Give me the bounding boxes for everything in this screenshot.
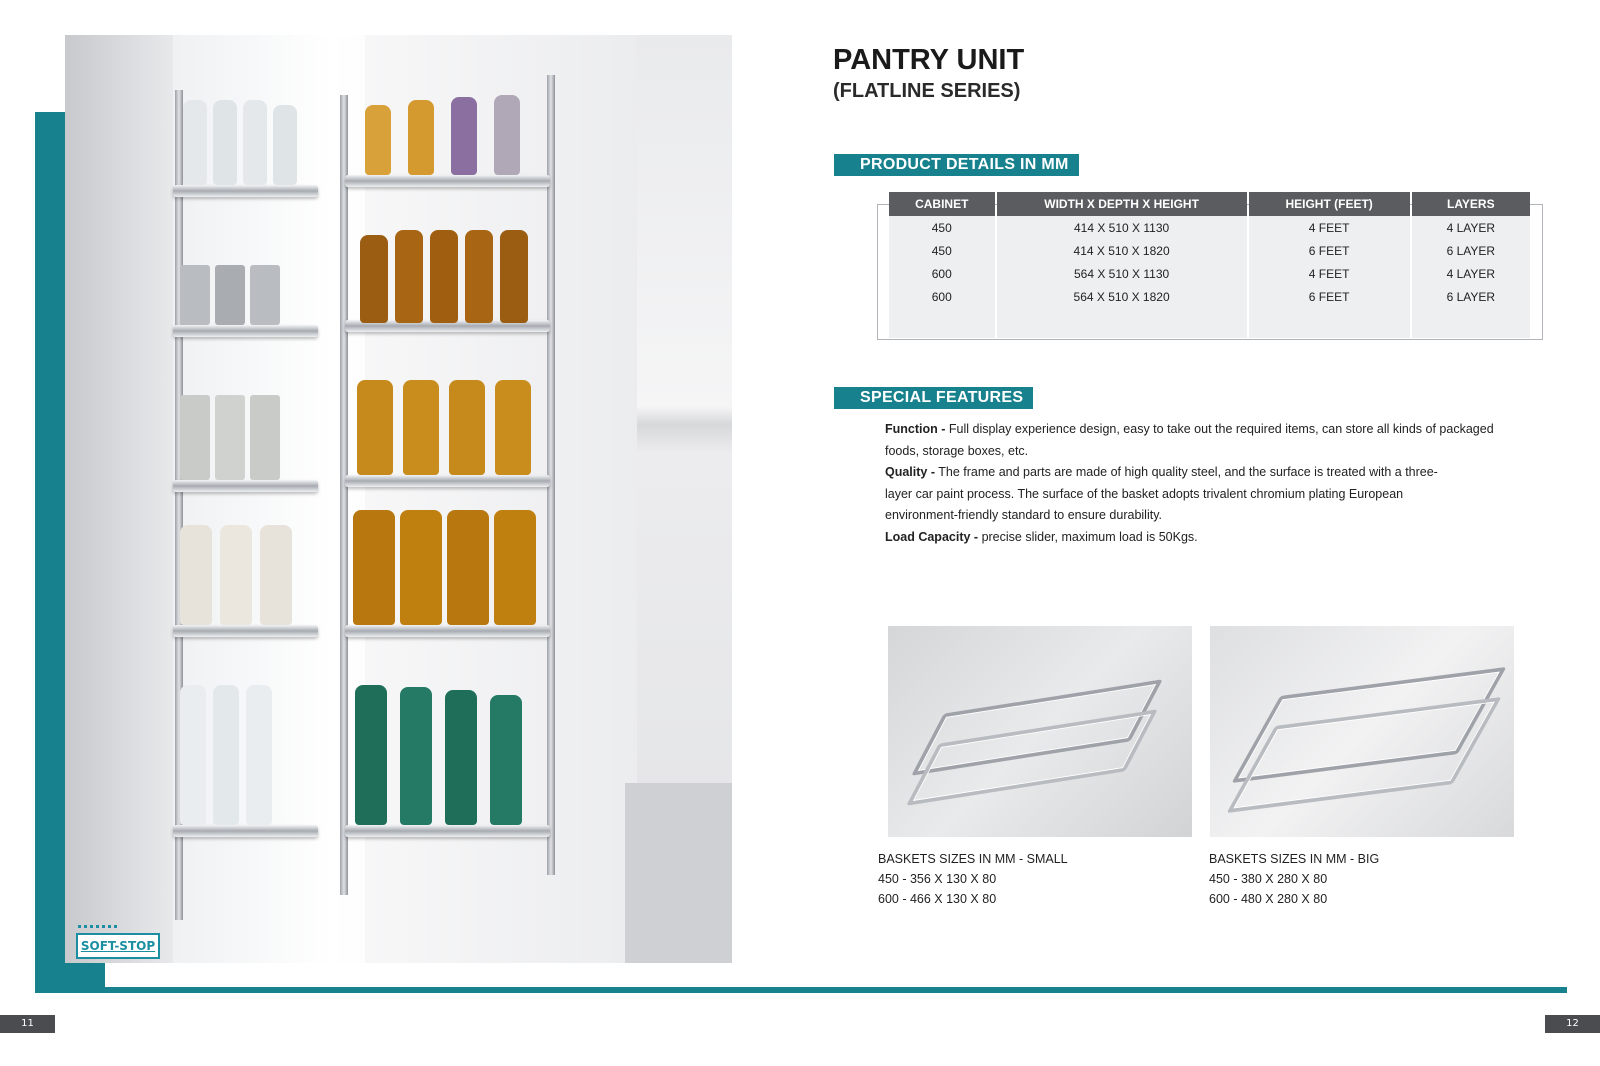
photo-can: [215, 395, 245, 480]
photo-bottle: [360, 235, 388, 323]
feature-quality-text: The frame and parts are made of high quality steel, and the surface is treated with a three-layer car paint process. The surface of the basket adopts trivalent chromium plating European environment-friendly standard to ensure durability.: [885, 465, 1438, 522]
photo-bottle: [403, 380, 439, 475]
page-subtitle: (FLATLINE SERIES): [833, 80, 1021, 102]
basket-rail-bottom: [1226, 697, 1501, 813]
photo-can: [215, 265, 245, 325]
photo-jar: [408, 100, 434, 175]
cell-layers: 6 LAYER: [1412, 285, 1530, 308]
big-basket-image: [1210, 626, 1514, 837]
cell-cabinet: 600: [889, 285, 995, 308]
feature-quality: [885, 462, 1440, 527]
photo-bottle: [395, 230, 423, 323]
page-number-right: 12: [1545, 1015, 1600, 1033]
table-header-row: [889, 192, 1530, 216]
big-basket-size-600: 600 - 480 X 280 X 80: [1209, 892, 1328, 906]
photo-bottle: [213, 685, 239, 825]
photo-shelf: [173, 825, 318, 837]
cell-layers: 6 LAYER: [1412, 239, 1530, 262]
big-basket-title: BASKETS SIZES IN MM - BIG: [1209, 852, 1380, 866]
cell-dimensions: 564 X 510 X 1820: [997, 285, 1247, 308]
table-row: [889, 262, 1530, 285]
small-basket-size-600: 600 - 466 X 130 X 80: [878, 892, 997, 906]
photo-bottle: [220, 525, 252, 625]
special-features-text: [885, 419, 1525, 548]
photo-shelf: [345, 175, 550, 187]
photo-rack-frame-front: [340, 95, 348, 895]
photo-shelf: [173, 625, 318, 637]
table-row: [889, 216, 1530, 239]
column-header-dimensions: WIDTH X DEPTH X HEIGHT: [997, 192, 1247, 216]
feature-function-text: Full display experience design, easy to take out the required items, can store all kinds of packaged foods, storage boxes, etc.: [885, 422, 1494, 458]
photo-shelf: [345, 625, 550, 637]
big-basket-caption: [1209, 849, 1379, 909]
pantry-unit-photo: [65, 35, 732, 963]
photo-bottle: [260, 525, 292, 625]
cell-dimensions: 414 X 510 X 1820: [997, 239, 1247, 262]
table-row: [889, 285, 1530, 308]
cell-layers: 4 LAYER: [1412, 262, 1530, 285]
feature-load-text: precise slider, maximum load is 50Kgs.: [981, 529, 1198, 544]
photo-bottle: [246, 685, 272, 825]
photo-bottle: [465, 230, 493, 323]
photo-shelf: [173, 480, 318, 492]
photo-can: [180, 395, 210, 480]
big-basket-size-450: 450 - 380 X 280 X 80: [1209, 872, 1328, 886]
photo-can: [250, 395, 280, 480]
photo-bottle: [355, 685, 387, 825]
photo-bottle: [353, 510, 395, 625]
column-header-layers: LAYERS: [1412, 192, 1530, 216]
photo-bottle: [490, 695, 522, 825]
cell-dimensions: 564 X 510 X 1130: [997, 262, 1247, 285]
photo-bottle: [183, 100, 207, 185]
photo-bottle: [500, 230, 528, 323]
photo-shelf: [345, 475, 550, 487]
cell-height-feet: 6 FEET: [1249, 239, 1410, 262]
cell-cabinet: 450: [889, 216, 995, 239]
photo-can: [250, 265, 280, 325]
column-header-cabinet: CABINET: [889, 192, 995, 216]
cell-height-feet: 4 FEET: [1249, 262, 1410, 285]
cell-cabinet: 450: [889, 239, 995, 262]
table-row: [889, 239, 1530, 262]
accent-line-bottom: [35, 987, 1567, 993]
photo-bottle: [445, 690, 477, 825]
special-features-heading: SPECIAL FEATURES: [834, 387, 1033, 409]
small-basket-image: [888, 626, 1192, 837]
photo-bottle: [357, 380, 393, 475]
photo-shelf: [345, 825, 550, 837]
product-details-heading: PRODUCT DETAILS IN MM: [834, 154, 1079, 176]
small-basket-size-450: 450 - 356 X 130 X 80: [878, 872, 997, 886]
cell-dimensions: 414 X 510 X 1130: [997, 216, 1247, 239]
small-basket-title: BASKETS SIZES IN MM - SMALL: [878, 852, 1068, 866]
cell-cabinet: 600: [889, 262, 995, 285]
photo-bottle: [400, 687, 432, 825]
photo-floor: [625, 783, 732, 963]
column-header-height-feet: HEIGHT (FEET): [1249, 192, 1410, 216]
page-title: PANTRY UNIT: [833, 44, 1025, 76]
table-spacer-row: [889, 308, 1530, 338]
product-details-table: [887, 192, 1532, 338]
page-number-left: 11: [0, 1015, 55, 1033]
feature-load-label: Load Capacity -: [885, 529, 979, 544]
photo-shelf: [173, 325, 318, 337]
photo-bottle: [213, 100, 237, 185]
photo-can: [180, 265, 210, 325]
feature-function-label: Function -: [885, 422, 946, 436]
photo-bottle: [449, 380, 485, 475]
photo-bottle: [273, 105, 297, 185]
photo-bottle: [430, 230, 458, 323]
photo-bottle: [494, 510, 536, 625]
photo-jar: [494, 95, 520, 175]
photo-shelf: [173, 185, 318, 197]
photo-jar: [365, 105, 391, 175]
photo-bottle: [447, 510, 489, 625]
cell-height-feet: 4 FEET: [1249, 216, 1410, 239]
photo-cabinet-side: [65, 35, 173, 963]
photo-jar: [451, 97, 477, 175]
photo-bottle: [243, 100, 267, 185]
soft-stop-badge: SOFT-STOP: [76, 933, 160, 959]
photo-bottle: [400, 510, 442, 625]
cell-layers: 4 LAYER: [1412, 216, 1530, 239]
photo-bottle: [180, 685, 206, 825]
feature-function: [885, 419, 1525, 462]
soft-stop-dots: [78, 925, 118, 928]
small-basket-caption: [878, 849, 1068, 909]
photo-bottle: [180, 525, 212, 625]
feature-quality-label: Quality -: [885, 465, 936, 479]
cell-height-feet: 6 FEET: [1249, 285, 1410, 308]
feature-load-capacity: [885, 527, 1525, 549]
photo-bottle: [495, 380, 531, 475]
